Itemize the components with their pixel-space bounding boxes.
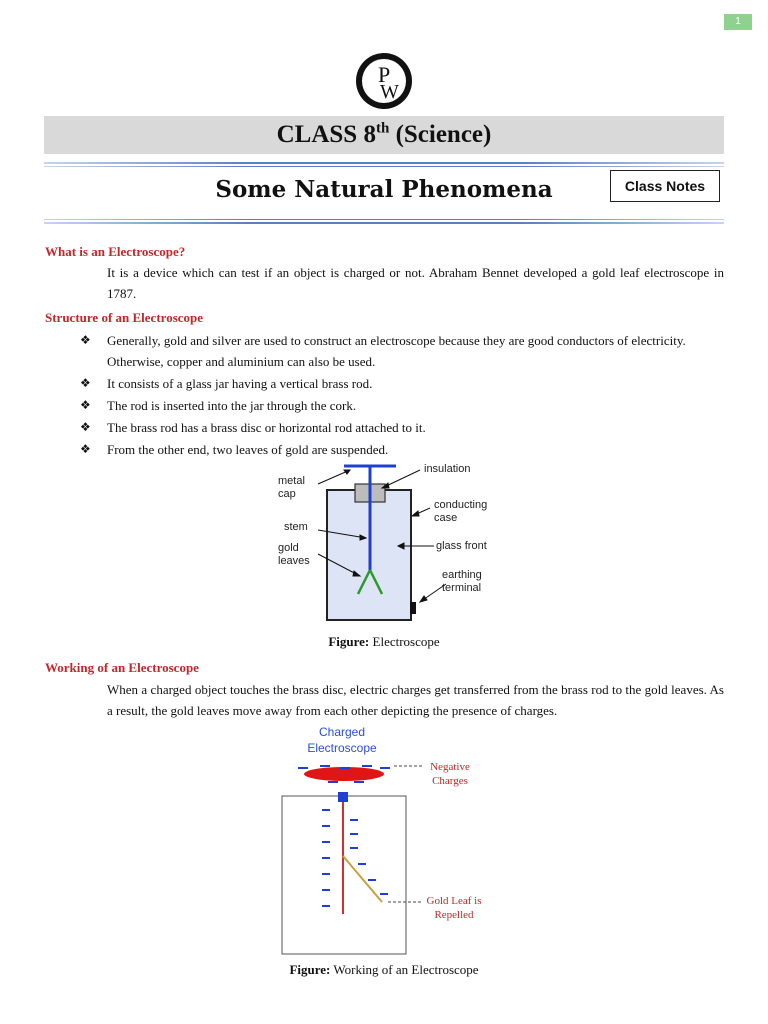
divider-bottom-thin (44, 219, 724, 220)
label-metal-cap-2: cap (278, 488, 296, 500)
class-notes-badge: Class Notes (610, 170, 720, 202)
heading-what-is: What is an Electroscope? (45, 244, 186, 259)
label-gold-leaf-1: Gold Leaf is (426, 895, 482, 907)
structure-bullet-list (80, 330, 724, 461)
class-title-prefix: CLASS 8 (276, 121, 376, 148)
page-number-badge: 1 (724, 14, 752, 30)
class-title-sup: th (375, 120, 390, 137)
label-metal-cap-1: metal (278, 475, 305, 487)
label-conducting-case-1: conducting (434, 499, 488, 511)
label-negative-1: Negative (430, 761, 470, 773)
heading-structure: Structure of an Electroscope (45, 310, 204, 325)
electroscope-diagram (270, 458, 520, 628)
label-conducting-case-2: case (434, 512, 458, 524)
label-glass-front: glass front (436, 540, 487, 552)
charged-cork (338, 792, 348, 802)
label-gold-leaves-2: leaves (278, 555, 310, 567)
chapter-title: Some Natural Phenomena (215, 176, 553, 203)
list-item (80, 417, 724, 438)
label-stem: stem (284, 521, 308, 533)
class-banner (44, 116, 724, 154)
list-item (80, 373, 724, 394)
class-title-suffix: (Science) (389, 121, 492, 148)
diamond-bullet-icon: ❖ (80, 442, 91, 456)
pw-logo (355, 52, 413, 110)
bullet-text: The brass rod has a brass disc or horizontal rod attached to it. (107, 420, 426, 435)
caption-text: Working of an Electroscope (330, 962, 479, 977)
figure2-caption (0, 962, 768, 978)
bullet-text: It consists of a glass jar having a vertical brass rod. (107, 376, 373, 391)
label-gold-leaf-2: Repelled (434, 909, 474, 921)
para-what-is: It is a device which can test if an object is charged or not. Abraham Bennet developed a gold leaf electroscope in 1787. (107, 265, 724, 301)
bullet-text: The rod is inserted into the jar through the cork. (107, 398, 357, 413)
earthing-terminal (410, 602, 416, 614)
divider-top (44, 162, 724, 164)
para-working: When a charged object touches the brass disc, electric charges get transferred from the brass rod to the gold leaves. As a result, the gold leaves move away from each other depicting the presence of charges. (107, 682, 724, 718)
diamond-bullet-icon: ❖ (80, 333, 91, 347)
diamond-bullet-icon: ❖ (80, 398, 91, 412)
caption-label: Figure: (328, 634, 370, 649)
label-charged-1: Charged (318, 725, 366, 739)
bullet-text: From the other end, two leaves of gold are suspended. (107, 442, 389, 457)
list-item (80, 439, 724, 460)
list-item (80, 395, 724, 416)
label-negative-2: Charges (432, 775, 468, 787)
label-insulation: insulation (424, 463, 471, 475)
divider-bottom (44, 222, 724, 224)
repelled-gold-leaf (343, 856, 382, 902)
label-earthing-terminal-2: terminal (442, 582, 482, 594)
label-charged-2: Electroscope (307, 741, 377, 755)
divider-top-thin (44, 166, 724, 167)
label-gold-leaves-1: gold (278, 542, 299, 554)
bullet-text: Generally, gold and silver are used to construct an electroscope because they are good conductors of electricity. Otherwise, copper and aluminium can also be used. (107, 333, 686, 369)
diamond-bullet-icon: ❖ (80, 420, 91, 434)
caption-label: Figure: (289, 962, 331, 977)
heading-working: Working of an Electroscope (45, 660, 199, 675)
svg-text:P: P (378, 62, 391, 87)
charged-disc (304, 767, 384, 781)
label-earthing-terminal-1: earthing (442, 569, 482, 581)
list-item (80, 330, 724, 372)
caption-text: Electroscope (369, 634, 440, 649)
charged-electroscope-diagram (270, 724, 510, 956)
figure1-caption (0, 634, 768, 650)
svg-text:W: W (380, 81, 399, 103)
diamond-bullet-icon: ❖ (80, 376, 91, 390)
